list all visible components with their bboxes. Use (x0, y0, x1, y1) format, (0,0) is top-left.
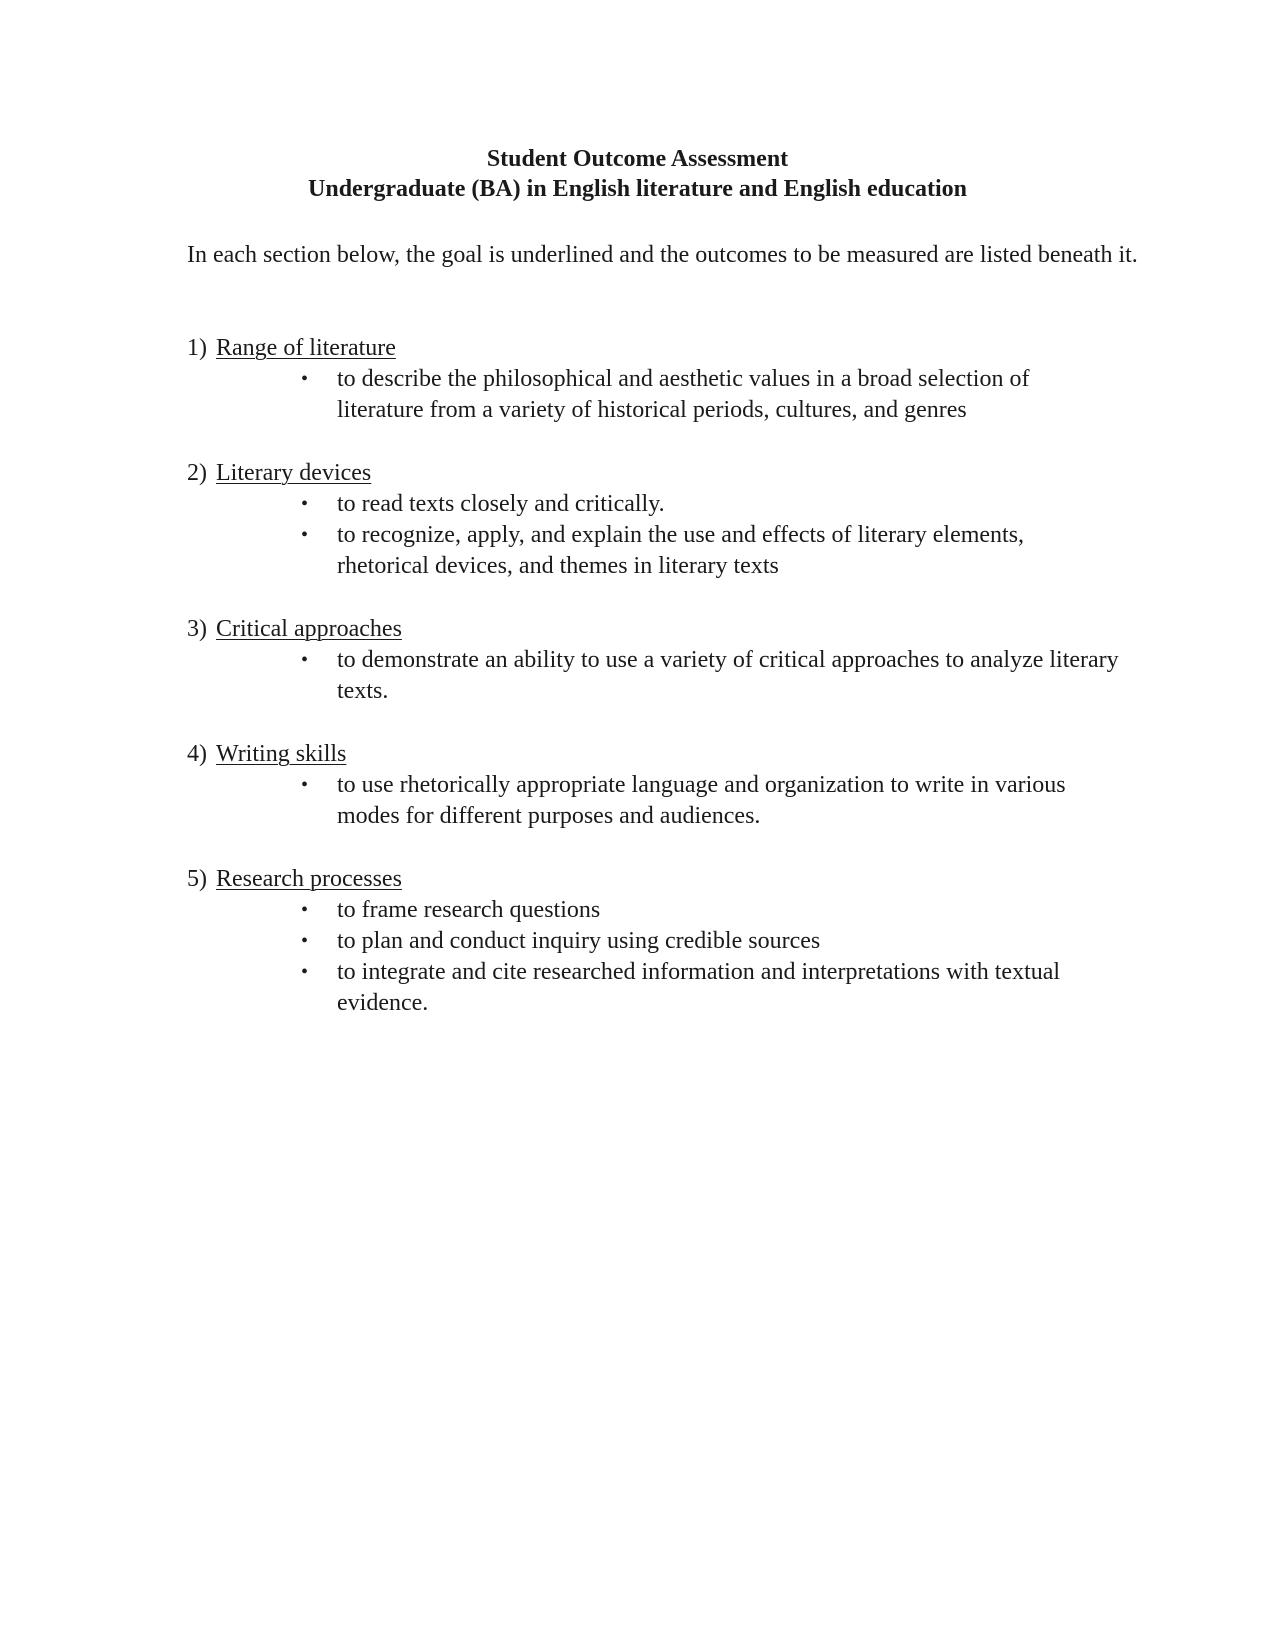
goal-label: Range of literature (216, 335, 396, 361)
bullet-dot-icon: • (301, 368, 309, 390)
goal-label: Research processes (216, 866, 402, 892)
list-item (187, 770, 1119, 832)
outcome-text: to plan and conduct inquiry using credible sources (337, 928, 821, 954)
goal-number: 4) (187, 741, 207, 767)
list-item (187, 520, 1119, 582)
section-critical-approaches (187, 614, 1144, 707)
outcome-text: to frame research questions (337, 897, 601, 923)
section-range-of-literature (187, 333, 1144, 426)
outcome-text: to recognize, apply, and explain the use and effects of literary elements, rhetorical devices, and themes in literary texts (337, 522, 1025, 579)
outcome-text: to demonstrate an ability to use a variety of critical approaches to analyze literary texts. (337, 647, 1119, 704)
bullet-dot-icon: • (301, 524, 309, 546)
goal-label: Writing skills (216, 741, 347, 767)
sections-list (187, 333, 1144, 1051)
section-research-processes (187, 864, 1144, 1019)
outcomes-list (187, 364, 1144, 426)
goal-label: Critical approaches (216, 616, 402, 642)
outcome-text: to integrate and cite researched information and interpretations with textual evidence. (337, 959, 1061, 1016)
section-literary-devices (187, 458, 1144, 582)
list-item (187, 957, 1119, 1019)
outcome-text: to read texts closely and critically. (337, 491, 665, 517)
goal-number: 2) (187, 460, 207, 486)
intro-paragraph: In each section below, the goal is underlined and the outcomes to be measured are listed beneath it. (187, 242, 1138, 268)
bullet-dot-icon: • (301, 899, 309, 921)
document-subtitle: Undergraduate (BA) in English literature and English education (308, 176, 967, 202)
list-item (187, 645, 1119, 707)
list-item (187, 364, 1119, 426)
bullet-dot-icon: • (301, 649, 309, 671)
outcome-text: to use rhetorically appropriate language and organization to write in various modes for different purposes and audiences. (337, 772, 1066, 829)
outcomes-list (187, 770, 1144, 832)
goal-label: Literary devices (216, 460, 372, 486)
goal-heading (187, 864, 402, 895)
list-item (187, 895, 1119, 926)
document-title: Student Outcome Assessment (486, 146, 789, 172)
goal-number: 5) (187, 866, 207, 892)
goal-number: 3) (187, 616, 207, 642)
bullet-dot-icon: • (301, 774, 309, 796)
bullet-dot-icon: • (301, 961, 309, 983)
section-writing-skills (187, 739, 1144, 832)
outcomes-list (187, 645, 1144, 707)
goal-heading (187, 333, 396, 364)
outcomes-list (187, 895, 1144, 1019)
outcome-text: to describe the philosophical and aesthetic values in a broad selection of literature from a variety of historical periods, cultures, and genres (337, 366, 1030, 423)
list-item (187, 489, 1119, 520)
outcomes-list (187, 489, 1144, 582)
goal-heading (187, 458, 371, 489)
bullet-dot-icon: • (301, 493, 309, 515)
goal-heading (187, 614, 402, 645)
title-block (0, 144, 1275, 204)
goal-number: 1) (187, 335, 207, 361)
goal-heading (187, 739, 346, 770)
bullet-dot-icon: • (301, 930, 309, 952)
list-item (187, 926, 1119, 957)
